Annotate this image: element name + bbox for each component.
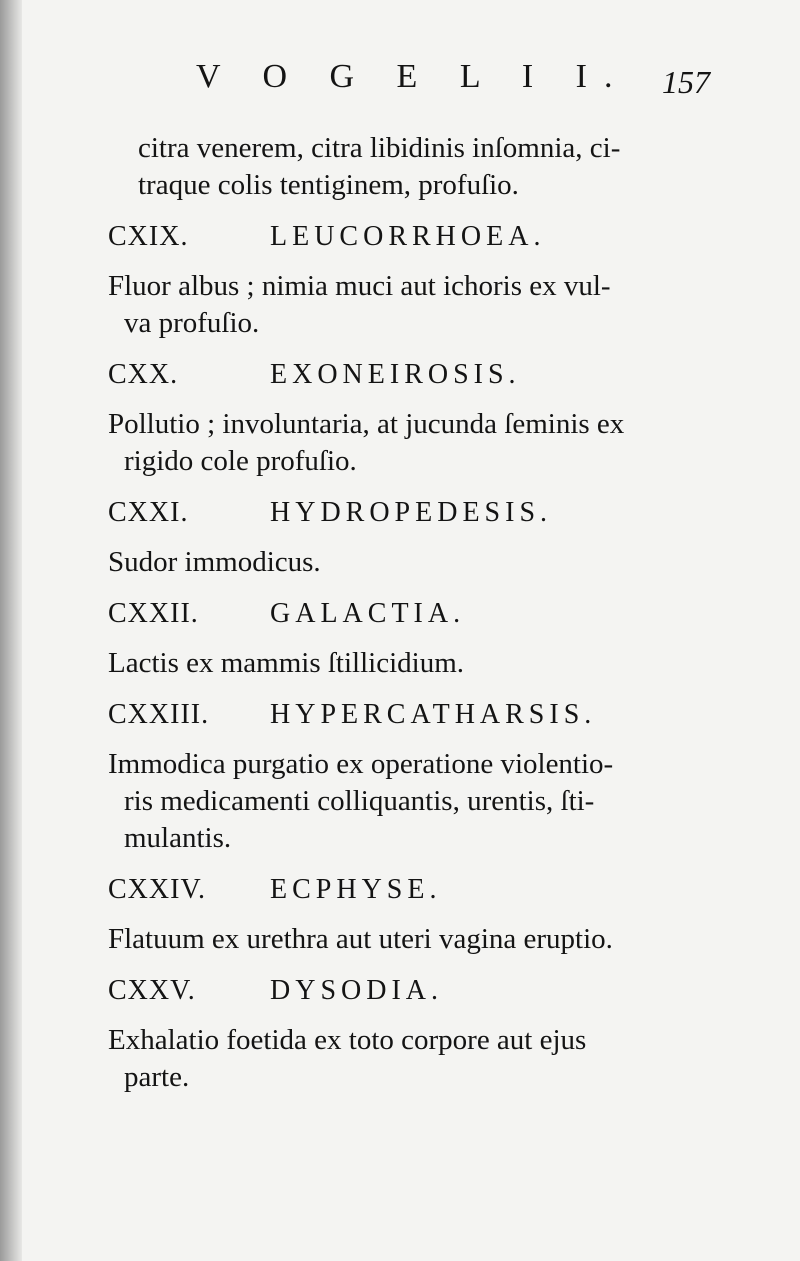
entry-name: HYDROPEDESIS.: [270, 497, 553, 528]
body-text: [108, 130, 708, 1098]
entry-name: DYSODIA.: [270, 975, 443, 1006]
description-line: Flatuum ex urethra aut uteri vagina eruptio.: [108, 923, 613, 955]
entry-heading: [108, 690, 708, 740]
entry-heading: [108, 488, 708, 538]
entry-name: GALACTIA.: [270, 598, 466, 629]
entry-description: [108, 544, 708, 581]
intro-line: citra venerem, citra libidinis inſomnia, ci-: [138, 132, 621, 164]
entry-name: EXONEIROSIS.: [270, 359, 521, 390]
entry-heading: [108, 212, 708, 262]
entry-description: [108, 268, 708, 342]
entry-number: CXXI.: [108, 497, 189, 528]
description-line: Exhalatio foetida ex toto corpore aut ejus: [108, 1024, 587, 1056]
description-line: ris medicamenti colliquantis, urentis, ſti-: [124, 785, 595, 817]
entry-number: CXXII.: [108, 598, 199, 629]
description-line: rigido cole profuſio.: [124, 445, 357, 477]
entry-heading: [108, 589, 708, 639]
entry-number: CXXV.: [108, 975, 196, 1006]
entry-number: CXXIV.: [108, 874, 207, 905]
entry-description: [108, 746, 708, 857]
running-head: [196, 58, 716, 108]
running-title: V O G E L I I.: [196, 58, 630, 95]
entry-description: [108, 406, 708, 480]
entry-heading: [108, 865, 708, 915]
entry-description: [108, 645, 708, 682]
entry-number: CXX.: [108, 359, 179, 390]
description-line: Lactis ex mammis ſtillicidium.: [108, 647, 465, 679]
entry-name: ECPHYSE.: [270, 874, 442, 905]
intro-paragraph: [108, 130, 708, 204]
entry-number: CXXIII.: [108, 699, 210, 730]
entry-description: [108, 1022, 708, 1096]
entry-name: HYPERCATHARSIS.: [270, 699, 597, 730]
description-line: Sudor immodicus.: [108, 546, 321, 578]
description-line: mulantis.: [124, 822, 232, 854]
description-line: va profuſio.: [124, 307, 260, 339]
entry-name: LEUCORRHOEA.: [270, 221, 546, 252]
description-line: Immodica purgatio ex operatione violentio-: [108, 748, 614, 780]
description-line: Fluor albus ; nimia muci aut ichoris ex vul-: [108, 270, 611, 302]
description-line: parte.: [124, 1061, 190, 1093]
page-number: 157: [662, 64, 710, 100]
entry-heading: [108, 350, 708, 400]
intro-line: traque colis tentiginem, profuſio.: [138, 169, 519, 201]
entry-number: CXIX.: [108, 221, 189, 252]
entry-description: [108, 921, 708, 958]
description-line: Pollutio ; involuntaria, at jucunda ſeminis ex: [108, 408, 625, 440]
entry-heading: [108, 966, 708, 1016]
